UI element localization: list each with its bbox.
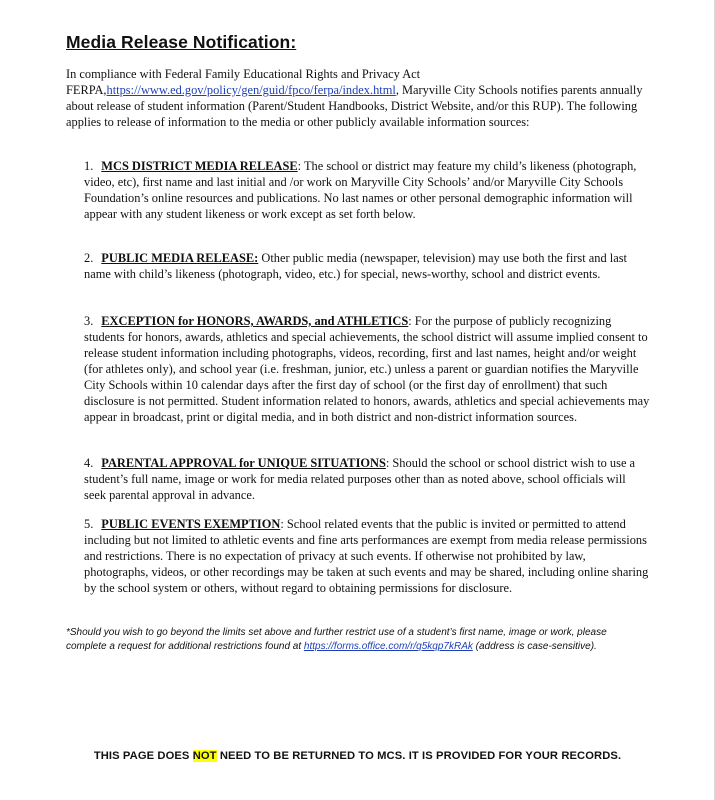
- item-heading: EXCEPTION for HONORS, AWARDS, and ATHLETICS: [101, 314, 409, 328]
- intro-paragraph: [66, 66, 646, 130]
- item-body: : Should the school or school district wish to use a student’s full name, image or work for media related purposes other than as noted above, school officials will seek parental approval in advance.: [84, 456, 636, 502]
- item-body: : School related events that the public is invited or permitted to attend including but not limited to athletic events and fine arts performances are exempt from media release permissions and restrictions. There is no expectation of privacy at such events. If otherwise not prohibited by law, photographs, videos, or other recordings may be taken at such events and may be shared, including online sharing by the school system or others, without regard to obtaining permissions for disclosure.: [84, 517, 649, 595]
- restriction-note: [66, 626, 646, 653]
- item-heading: MCS DISTRICT MEDIA RELEASE: [101, 159, 298, 173]
- list-item-exception-honors: [84, 313, 650, 425]
- page-title: Media Release Notification:: [66, 32, 297, 52]
- list-item-public-events-exemption: [84, 516, 650, 596]
- item-body: Other public media (newspaper, television) may use both the first and last name with child’s likeness (photograph, video, etc.) for special, news-worthy, school and district events.: [84, 251, 627, 281]
- item-body: : The school or district may feature my child’s likeness (photograph, video, etc), first name and last initial and /or work on Maryville City Schools’ and/or Maryville City Schools Foundation’s online resources and publications. No last names or other personal demographic information will appear with any student likeness or work except as set forth below.: [84, 159, 637, 221]
- ferpa-link[interactable]: https://www.ed.gov/policy/gen/guid/fpco/ferpa/index.html: [106, 83, 396, 97]
- footer-text-before: THIS PAGE DOES: [93, 750, 193, 762]
- item-number: 4.: [84, 456, 94, 470]
- list-item-public-media-release: [84, 250, 650, 282]
- item-number: 3.: [84, 314, 94, 328]
- footer-text-after: NEED TO BE RETURNED TO MCS. IT IS PROVIDED FOR YOUR RECORDS.: [216, 750, 622, 762]
- note-text-before: *Should you wish to go beyond the limits set above and further restrict use of a student’s first name, image or work, please complete a request for additional restrictions found at: [66, 627, 607, 652]
- item-heading: PARENTAL APPROVAL for UNIQUE SITUATIONS: [101, 456, 386, 470]
- list-item-parental-approval: [84, 455, 650, 503]
- item-body: : For the purpose of publicly recognizing students for honors, awards, athletics and special achievements, the school district will assume implied consent to release student information including photographs, videos, recording, first and last names, height and/or weight (for athletes only), and school year (i.e. freshman, junior, etc.) unless a parent or guardian notifies the Maryville City Schools within 10 calendar days after the first day of school (or the first day of enrollment) that such disclosure is not permitted. Student information related to honors, awards, athletics and special achievements may appear in broadcast, print or digital media, and in both district and non-district information sources.: [84, 314, 650, 424]
- item-number: 2.: [84, 251, 94, 265]
- intro-text-after: , Maryville City Schools notifies parents annually about release of student information (Parent/Student Handbooks, District Website, and/or this RUP). The following applies to release of information to the media or other publicly available information sources:: [66, 83, 643, 129]
- intro-text-before: In compliance with Federal Family Educational Rights and Privacy Act FERPA,: [66, 67, 421, 97]
- item-number: 1.: [84, 159, 94, 173]
- list-item-district-media-release: [84, 158, 650, 222]
- forms-link[interactable]: https://forms.office.com/r/q5kqp7kRAk: [303, 640, 473, 652]
- item-number: 5.: [84, 517, 94, 531]
- item-heading: PUBLIC EVENTS EXEMPTION: [101, 517, 281, 531]
- note-text-after: (address is case-sensitive).: [472, 640, 597, 652]
- footer-notice: [0, 750, 715, 762]
- footer-highlight-not: NOT: [192, 750, 217, 762]
- item-heading: PUBLIC MEDIA RELEASE:: [101, 251, 259, 265]
